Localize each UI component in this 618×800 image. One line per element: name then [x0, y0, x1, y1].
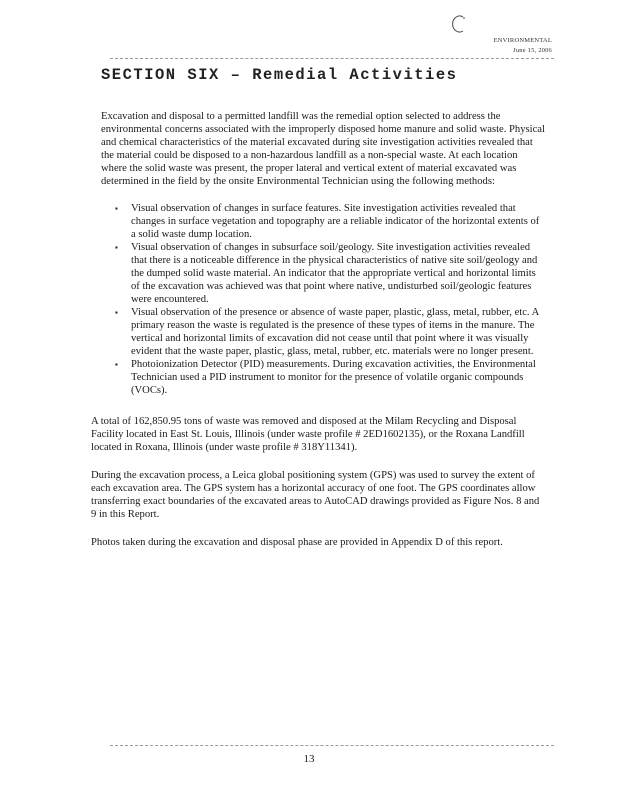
body-text	[91, 110, 545, 549]
top-divider	[110, 58, 554, 59]
method-text: Visual observation of the presence or absence of waste paper, plastic, glass, metal, rubber, etc. A primary reason the waste is regulated is the presence of these types of items in the manure. The vertical and horizontal limits of excavation did not cease until that point where it was visually evident that the waste paper, plastic, glass, metal, rubber, etc. materials were no longer present.	[131, 307, 539, 357]
circle-logo-icon	[451, 14, 467, 34]
list-item	[115, 358, 545, 397]
method-text: Visual observation of changes in surface features. Site investigation activities revealed that changes in surface vegetation and topography are a reliable indicator of the horizontal extents of a solid waste dump location.	[131, 203, 540, 240]
list-item	[115, 241, 545, 306]
page-number: 13	[303, 753, 315, 765]
document-header	[494, 36, 552, 56]
header-date-line: June 15, 2006	[513, 47, 552, 54]
bullet-icon: ▪	[115, 243, 118, 252]
header-org-line: ENVIRONMENTAL	[493, 37, 552, 44]
photos-paragraph: Photos taken during the excavation and disposal phase are provided in Appendix D of this report.	[91, 537, 503, 548]
gps-survey-paragraph: During the excavation process, a Leica global positioning system (GPS) was used to survey the extent of each excavation area. The GPS system has a horizontal accuracy of one foot. The GPS coordinates allow transferring exact boundaries of the excavated areas to AutoCAD drawings provided as Figure Nos. 8 and 9 in this Report.	[91, 470, 540, 520]
section-title: SECTION SIX – Remedial Activities	[101, 66, 458, 84]
method-text: Photoionization Detector (PID) measurements. During excavation activities, the Environmental Technician used a PID instrument to monitor for the presence of volatile organic compounds (VOCs).	[131, 359, 536, 396]
bullet-icon: ▪	[115, 204, 118, 213]
bullet-icon: ▪	[115, 308, 118, 317]
intro-paragraph: Excavation and disposal to a permitted landfill was the remedial option selected to address the environmental concerns associated with the improperly disposed home manure and solid waste. Physical and chemical characteristics of the material excavated during site investigation activities revealed that the material could be disposed to a non-hazardous landfill as a non-special waste. At each location where the solid waste was present, the proper lateral and vertical extent of material excavated was determined in the field by the onsite Environmental Technician using the following methods:	[101, 111, 545, 187]
list-item	[115, 306, 545, 358]
waste-disposal-paragraph: A total of 162,850.95 tons of waste was removed and disposed at the Milam Recycling and Disposal Facility located in East St. Louis, Illinois (under waste profile # 2ED1602135), or the Roxana Landfill located in Roxana, Illinois (under waste profile # 318Y11341).	[91, 416, 525, 453]
bottom-divider	[110, 745, 554, 746]
list-item	[115, 202, 545, 241]
method-text: Visual observation of changes in subsurface soil/geology. Site investigation activities revealed that there is a noticeable difference in the physical characteristics of native site soil/geology and the dumped solid waste material. An indicator that the appropriate vertical and horizontal limits of the excavation was achieved was that point where native, undisturbed soil/geologic features were encountered.	[131, 242, 538, 305]
methods-list	[101, 202, 545, 397]
bullet-icon: ▪	[115, 360, 118, 369]
